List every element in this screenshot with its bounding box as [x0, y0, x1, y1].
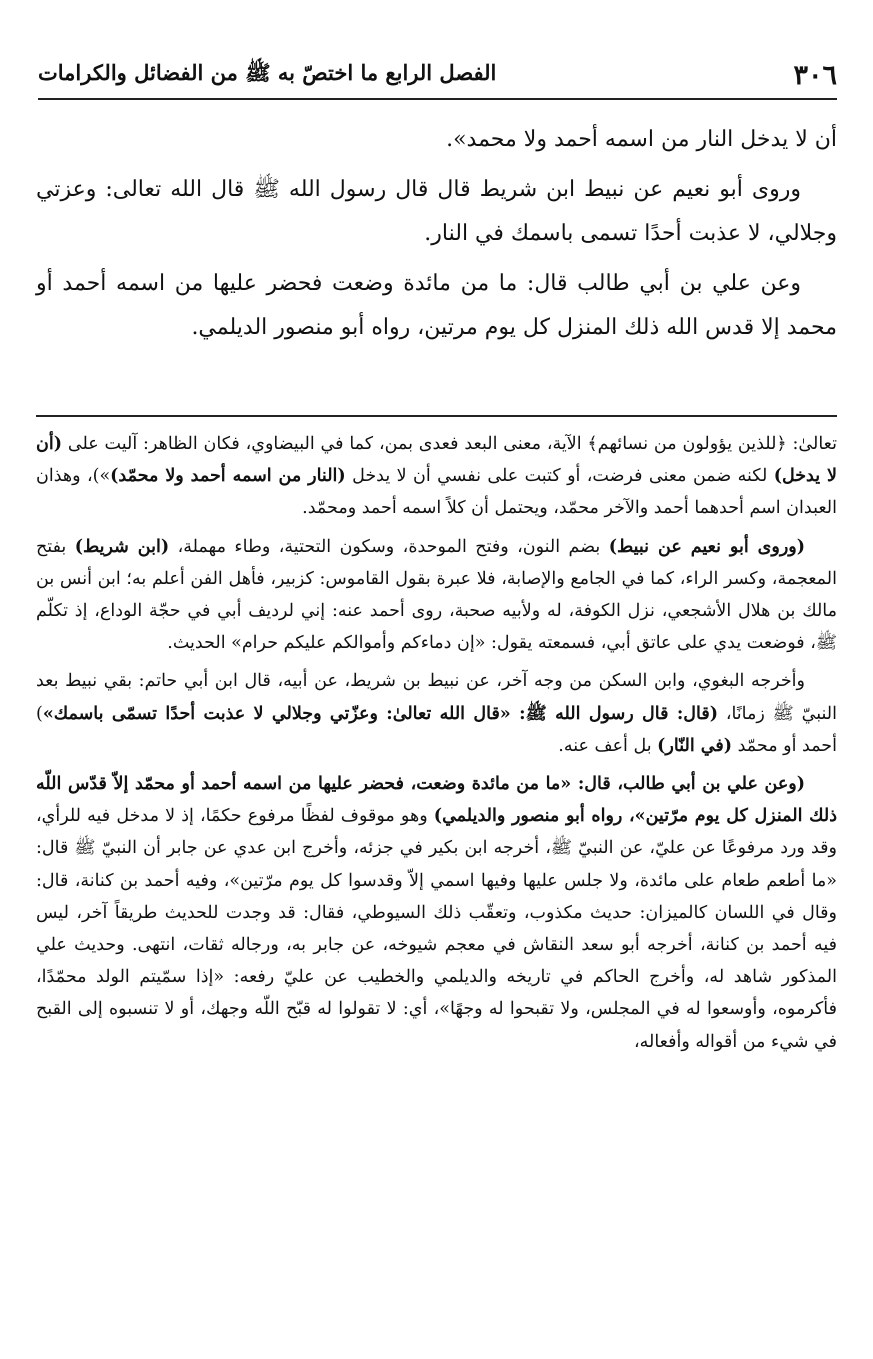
- commentary-text: وهو موقوف لفظًا مرفوع حكمًا، إذ لا مدخل فيه للرأي، وقد ورد مرفوعًا عن عليّ، عن النبيّ ﷺ، أخرجه ابن بكير في جزئه، وأخرج ابن عدي عن جابر أن النبيّ ﷺ قال: «ما أطعم طعام على مائدة، ولا جلس عليها وفيها اسمي إلاّ وقدسوا كل يوم مرّتين»، وفيه أحمد بن كنانة، قال: وقال في اللسان كالميزان: حديث مكذوب، وتعقّب ذلك السيوطي، فقال: قد وجدت للحديث طريقاً آخر، ليس فيه أحمد بن كنانة، أخرجه أبو سعد النقاش في معجم شيوخه، عن جابر به، ورجاله ثقات، انتهى. وحديث علي المذكور شاهد له، وأخرج الحاكم في تاريخه والديلمي والخطيب عن عليّ رفعه: «إذا سمّيتم الولد محمّدًا، فأكرموه، وأوسعوا له في المجلس، ولا تقبحوا له وجهًا»، أي: لا تقولوا له قبّح اللّه وجهك، أو لا تنسبوه إلى القبح في شيء من أقواله وأفعاله،: [36, 806, 837, 1052]
- commentary-text: ) أحمد أو محمّد: [36, 703, 837, 756]
- commentary-text: بفتح المعجمة، وكسر الراء، كما في الجامع والإصابة، فلا عبرة بقول القاموس: كزبير، فأهل الفن أعلم به؛ ابن أنس بن مالك بن هلال الأشجعي، نزل الكوفة، له ولأبيه صحبة، روى أحمد عنه: إني لرديف أبي في حجّة الوداع، إذ تكلّم ﷺ، فوضعت يدي على عاتق أبي، فسمعته يقول: «إن دماءكم وأموالكم عليكم حرام» الحديث.: [36, 536, 837, 654]
- main-text: [36, 118, 837, 356]
- page-header: [38, 52, 837, 100]
- quoted-phrase: (ابن شريط): [74, 536, 170, 557]
- commentary-paragraph: [36, 768, 837, 1058]
- commentary-text: تعالىٰ: ﴿للذين يؤولون من نسائهم﴾ الآية، معنى البعد فعدى بمن، كما في البيضاوي، فكان الظاهر: آليت على: [62, 434, 837, 454]
- quoted-phrase: (وعن علي بن أبي طالب، قال: «ما من مائدة وضعت، فحضر عليها من اسمه أحمد أو محمّد إلاّ قدّس اللّه ذلك المنزل كل يوم مرّتين»، رواه أبو منصور والديلمي): [36, 774, 837, 827]
- running-title: الفصل الرابع ما اختصّ به ﷺ من الفضائل والكرامات: [38, 59, 497, 85]
- commentary-text: وأخرجه البغوي، وابن السكن من وجه آخر، عن نبيط بن شريط، عن أبيه، قال ابن أبي حاتم: بقي نبيط بعد النبيّ ﷺ زمانًا،: [36, 671, 837, 724]
- commentary-paragraph: [36, 428, 837, 525]
- quoted-phrase: (النار من اسمه أحمد ولا محمّد): [110, 466, 346, 487]
- page-number: ٣٠٦: [793, 59, 837, 91]
- quoted-phrase: (وروى أبو نعيم عن نبيط): [608, 536, 805, 557]
- commentary-text: لكنه ضمن معنى فرضت، أو كتبت على نفسي أن لا يدخل: [345, 466, 774, 487]
- commentary-text: بل أعف عنه.: [558, 735, 658, 756]
- commentary-text: بضم النون، وفتح الموحدة، وسكون التحتية، وطاء مهملة،: [169, 536, 609, 557]
- main-paragraph: وعن علي بن أبي طالب قال: ما من مائدة وضعت فحضر عليها من اسمه أحمد أو محمد إلا قدس الله ذلك المنزل كل يوم مرتين، رواه أبو منصور الديلمي.: [36, 271, 837, 340]
- commentary: [36, 428, 837, 1064]
- quoted-phrase: (قال: قال رسول الله ﷺ: «قال الله تعالىٰ: وعزّتي وجلالي لا عذبت أحدًا تسمّى باسمك»: [42, 703, 718, 724]
- main-paragraph: وروى أبو نعيم عن نبيط ابن شريط قال قال رسول الله ﷺ قال الله تعالى: وعزتي وجلالي، لا عذبت أحدًا تسمى باسمك في النار.: [36, 177, 837, 246]
- commentary-text: »)، وهذان العبدان اسم أحدهما أحمد والآخر محمّد، ويحتمل أن كلاً اسمه أحمد ومحمّد.: [36, 466, 837, 519]
- section-divider: [36, 415, 837, 417]
- main-paragraph: أن لا يدخل النار من اسمه أحمد ولا محمد».: [446, 127, 837, 152]
- commentary-paragraph: [36, 665, 837, 762]
- quoted-phrase: (في النّار): [657, 735, 733, 756]
- commentary-paragraph: [36, 531, 837, 660]
- quoted-phrase: (أن لا يدخل): [36, 434, 837, 487]
